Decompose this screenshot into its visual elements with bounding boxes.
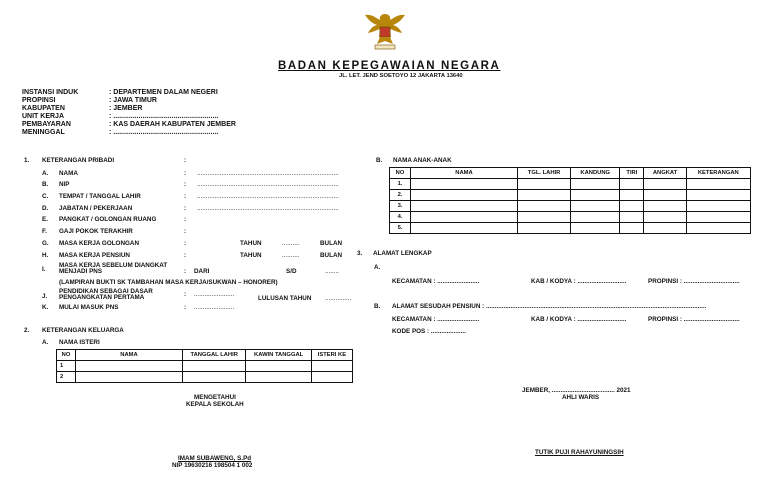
item-letter: J. xyxy=(42,293,48,300)
acknowledged-label: MENGETAHUI xyxy=(194,394,236,401)
regency-field-2: KAB / KODYA : ............................ xyxy=(531,316,627,323)
item-label-nama: NAMA xyxy=(59,170,78,177)
item-colon: : xyxy=(184,268,187,275)
row-number: 2. xyxy=(390,190,411,201)
item-letter: G. xyxy=(42,240,49,247)
heir-name: TUTIK PUJI RAHAYUNINGSIH xyxy=(535,449,624,456)
item-value-nip: ................................................................................. xyxy=(197,181,339,188)
table-header: TANGGAL LAHIR xyxy=(183,350,246,361)
row-number: 1 xyxy=(57,361,76,372)
children-table xyxy=(389,167,751,234)
item-label-salary: GAJI POKOK TERAKHIR xyxy=(59,228,133,235)
item-colon: : xyxy=(184,291,187,298)
table-header: ANGKAT xyxy=(644,168,686,179)
province-label: PROPINSI xyxy=(22,97,56,104)
sd-label: S/D xyxy=(286,268,297,275)
item-label-work-rank: MASA KERJA GOLONGAN xyxy=(59,240,139,247)
item-letter: B. xyxy=(42,181,49,188)
section3-title: ALAMAT LENGKAP xyxy=(373,250,432,257)
table-header: TGL. LAHIR xyxy=(518,168,571,179)
section2-number: 2. xyxy=(24,327,30,334)
dari-label: DARI xyxy=(194,268,210,275)
table-header: KAWIN TANGGAL xyxy=(246,350,311,361)
section1-number: 1. xyxy=(24,157,30,164)
item-label-rank: PANGKAT / GOLONGAN RUANG xyxy=(59,216,157,223)
item-colon: : xyxy=(184,240,187,247)
children-letter: B. xyxy=(376,157,383,164)
lampiran-note: (LAMPIRAN BUKTI SK TAMBAHAN MASA KERJA/SUKWAN – HONORER) xyxy=(59,279,278,286)
work-unit-value: : ...................................................... xyxy=(109,113,219,120)
garuda-emblem-icon xyxy=(362,10,408,54)
row-number: 5. xyxy=(390,223,411,234)
item-colon: : xyxy=(184,216,187,223)
table-row xyxy=(390,179,751,190)
payment-label: PEMBAYARAN xyxy=(22,121,71,128)
table-row xyxy=(390,190,751,201)
section1-colon: : xyxy=(184,157,187,164)
dots-field: .......... xyxy=(282,240,300,247)
row-number: 2 xyxy=(57,372,76,383)
item-letter: I. xyxy=(42,266,46,273)
item-label-position: JABATAN / PEKERJAAN xyxy=(59,205,133,212)
province-field-2: PROPINSI : ................................ xyxy=(648,316,740,323)
table-header: KETERANGAN xyxy=(686,168,750,179)
item-letter: A. xyxy=(42,170,49,177)
lulusan-label: LULUSAN TAHUN xyxy=(258,295,312,302)
agency-address: JL. LET. JEND SOETOYO 12 JAKARTA 13640 xyxy=(339,73,463,79)
item-colon: : xyxy=(184,228,187,235)
payment-value: : KAS DAERAH KABUPATEN JEMBER xyxy=(109,121,236,128)
item-colon: : xyxy=(184,193,187,200)
section3-number: 3. xyxy=(357,250,363,257)
item-label-pension: MASA KERJA PENSIUN xyxy=(59,252,130,259)
row-number: 4. xyxy=(390,212,411,223)
children-title: NAMA ANAK-ANAK xyxy=(393,157,452,164)
tahun-label: TAHUN xyxy=(240,240,262,247)
item-label-nip: NIP xyxy=(59,181,70,188)
dots-field: ....................... xyxy=(194,291,235,298)
regency-field: KAB / KODYA : ............................ xyxy=(531,278,627,285)
table-row xyxy=(390,212,751,223)
item-colon: : xyxy=(184,252,187,259)
item-letter: E. xyxy=(42,216,48,223)
item-letter: C. xyxy=(42,193,49,200)
principal-nip: NIP 19630216 198504 1 002 xyxy=(172,462,253,469)
item-letter: K. xyxy=(42,304,49,311)
item-label-education: PENDIDIKAN SEBAGAI DASAR xyxy=(59,288,153,295)
item-value-nama: ................................................................................. xyxy=(197,170,339,177)
regency-value: : JEMBER xyxy=(109,105,143,112)
place-date: JEMBER, .................................... 2021 xyxy=(522,387,631,394)
item-label-prior-service-2: MENJADI PNS xyxy=(59,268,103,275)
item-label-birth: TEMPAT / TANGGAL LAHIR xyxy=(59,193,141,200)
work-unit-label: UNIT KERJA xyxy=(22,113,65,120)
address-b-letter: B. xyxy=(374,303,381,310)
table-header: NAMA xyxy=(76,350,183,361)
item-colon: : xyxy=(184,304,187,311)
bulan-label: BULAN xyxy=(320,240,343,247)
heir-label: AHLI WARIS xyxy=(562,394,600,401)
item-label-education-2: PENGANGKATAN PERTAMA xyxy=(59,294,145,301)
principal-label: KEPALA SEKOLAH xyxy=(186,401,244,408)
item-label-prior-service: MASA KERJA SEBELUM DIANGKAT xyxy=(59,262,168,269)
table-header: TIRI xyxy=(620,168,644,179)
table-row xyxy=(57,372,353,383)
principal-name: IMAM SUBAWENG, S.Pd xyxy=(178,455,252,462)
dots-field: ........ xyxy=(325,268,339,275)
bulan-label: BULAN xyxy=(320,252,343,259)
post-pension-address: ALAMAT SESUDAH PENSIUN : .............................................................................................................................. xyxy=(392,303,707,310)
tahun-label: TAHUN xyxy=(240,252,262,259)
table-row xyxy=(390,223,751,234)
agency-title: BADAN KEPEGAWAIAN NEGARA xyxy=(278,60,501,72)
table-row xyxy=(390,201,751,212)
section2-title: KETERANGAN KELUARGA xyxy=(42,327,124,334)
item-colon: : xyxy=(184,181,187,188)
table-row xyxy=(57,361,353,372)
dots-field: ....................... xyxy=(194,304,235,311)
table-header-row xyxy=(57,350,353,361)
institution-label: INSTANSI INDUK xyxy=(22,89,79,96)
section2-sub-title: NAMA ISTERI xyxy=(59,339,100,346)
item-letter: H. xyxy=(42,252,49,259)
table-header: NAMA xyxy=(411,168,518,179)
item-value-position: ................................................................................. xyxy=(197,205,339,212)
deceased-value: : ...................................................... xyxy=(109,129,219,136)
table-header: NO xyxy=(390,168,411,179)
district-field-2: KECAMATAN : ........................ xyxy=(392,316,480,323)
dots-field: .......... xyxy=(282,252,300,259)
item-letter: F. xyxy=(42,228,47,235)
wife-table xyxy=(56,349,353,383)
table-header: KANDUNG xyxy=(571,168,620,179)
item-colon: : xyxy=(184,205,187,212)
item-label-start-pns: MULAI MASUK PNS xyxy=(59,304,119,311)
institution-value: : DEPARTEMEN DALAM NEGERI xyxy=(109,89,218,96)
district-field: KECAMATAN : ........................ xyxy=(392,278,480,285)
regency-label: KABUPATEN xyxy=(22,105,65,112)
dots-field: ............... xyxy=(325,295,352,302)
table-header: ISTERI KE xyxy=(311,350,352,361)
table-header: NO xyxy=(57,350,76,361)
row-number: 1. xyxy=(390,179,411,190)
table-header-row xyxy=(390,168,751,179)
province-value: : JAWA TIMUR xyxy=(109,97,157,104)
section1-title: KETERANGAN PRIBADI xyxy=(42,157,115,164)
item-letter: D. xyxy=(42,205,49,212)
item-value-birth: ................................................................................. xyxy=(197,193,339,200)
item-colon: : xyxy=(184,170,187,177)
row-number: 3. xyxy=(390,201,411,212)
deceased-label: MENINGGAL xyxy=(22,129,65,136)
section2-sub-letter: A. xyxy=(42,339,49,346)
postcode-field: KODE POS : .................... xyxy=(392,328,466,335)
address-a-letter: A. xyxy=(374,264,381,271)
province-field: PROPINSI : ................................ xyxy=(648,278,740,285)
